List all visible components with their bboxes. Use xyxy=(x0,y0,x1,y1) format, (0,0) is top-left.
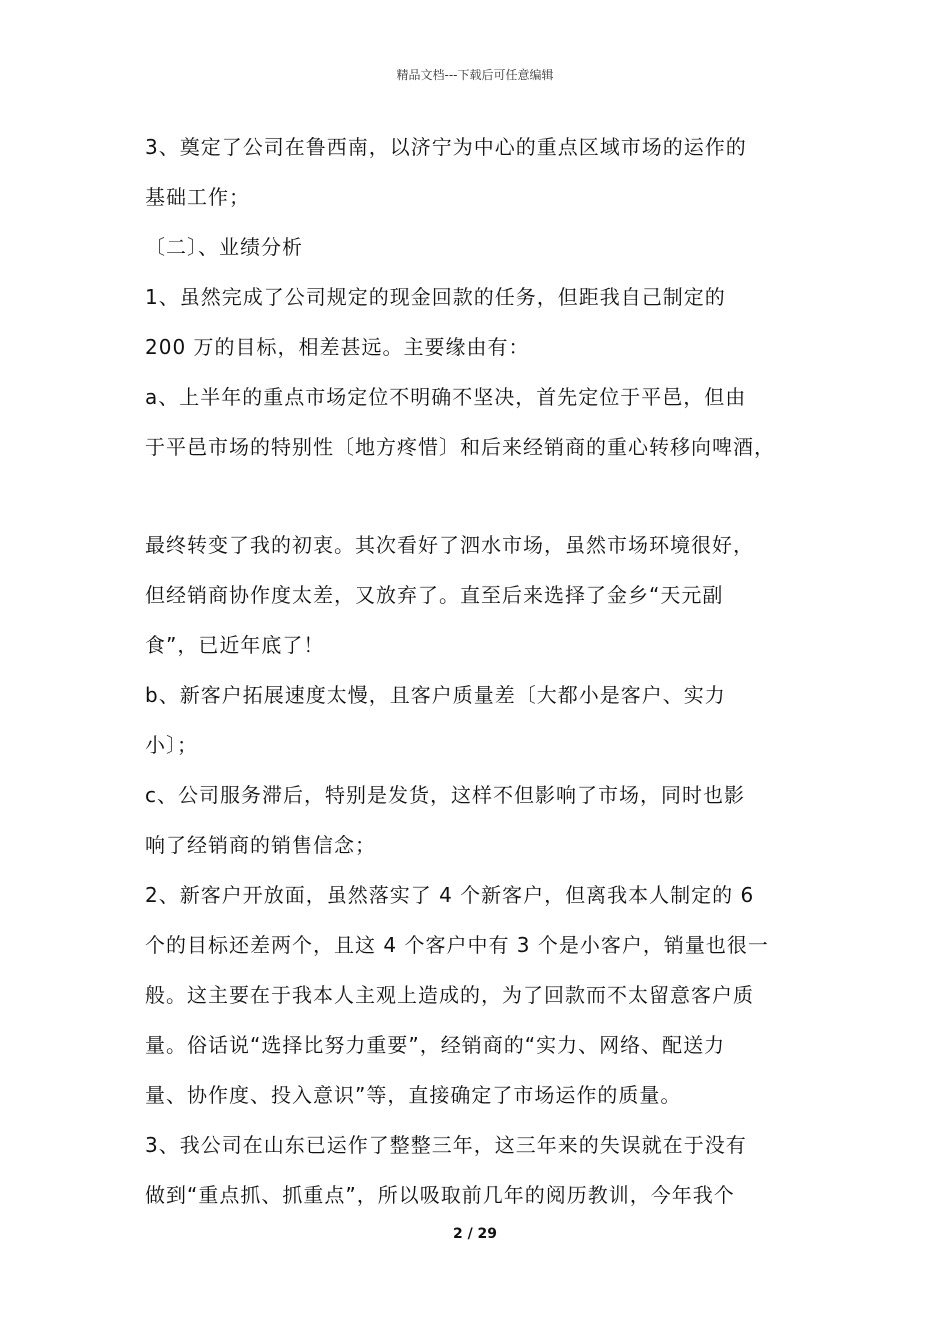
page-number: 2 / 29 xyxy=(452,1226,498,1242)
text-line: 3、我公司在山东已运作了整整三年，这三年来的失误就在于没有 xyxy=(145,1133,747,1157)
text-line: 量。俗话说“选择比努力重要”，经销商的“实力、网络、配送力 xyxy=(145,1033,726,1057)
text-line: 200 万的目标，相差甚远。主要缘由有： xyxy=(145,335,530,359)
text-line: 3、奠定了公司在鲁西南，以济宁为中心的重点区域市场的运作的 xyxy=(145,135,747,159)
text-line: c、公司服务滞后，特别是发货，这样不但影响了市场，同时也影 xyxy=(145,783,745,807)
text-line: 响了经销商的销售信念； xyxy=(145,833,376,857)
text-line: 基础工作； xyxy=(145,185,250,209)
text-line: 但经销商协作度太差，又放弃了。直至后来选择了金乡“天元副 xyxy=(145,583,724,607)
text-line: 食”，已近年底了！ xyxy=(145,633,325,657)
text-line: 量、协作度、投入意识”等，直接确定了市场运作的质量。 xyxy=(145,1083,682,1107)
text-line: 1、虽然完成了公司规定的现金回款的任务，但距我自己制定的 xyxy=(145,285,726,309)
text-line: 最终转变了我的初衷。其次看好了泗水市场，虽然市场环境很好， xyxy=(145,533,754,557)
text-line: 〔二〕、业绩分析 xyxy=(145,235,303,259)
text-line: 2、新客户开放面，虽然落实了 4 个新客户，但离我本人制定的 6 xyxy=(145,883,755,907)
text-line: 做到“重点抓、抓重点”，所以吸取前几年的阅历教训，今年我个 xyxy=(145,1183,735,1207)
text-line: 般。这主要在于我本人主观上造成的，为了回款而不太留意客户质 xyxy=(145,983,754,1007)
text-line: 个的目标还差两个，且这 4 个客户中有 3 个是小客户，销量也很一 xyxy=(145,933,769,957)
text-line: 于平邑市场的特别性〔地方疼惜〕和后来经销商的重心转移向啤酒， xyxy=(145,435,775,459)
text-line: b、新客户拓展速度太慢，且客户质量差〔大都小是客户、实力 xyxy=(145,683,726,707)
page-header: 精品文档---下载后可任意编辑 xyxy=(396,68,554,82)
text-line: 小〕； xyxy=(145,733,198,757)
text-line: a、上半年的重点市场定位不明确不坚决，首先定位于平邑，但由 xyxy=(145,385,747,409)
